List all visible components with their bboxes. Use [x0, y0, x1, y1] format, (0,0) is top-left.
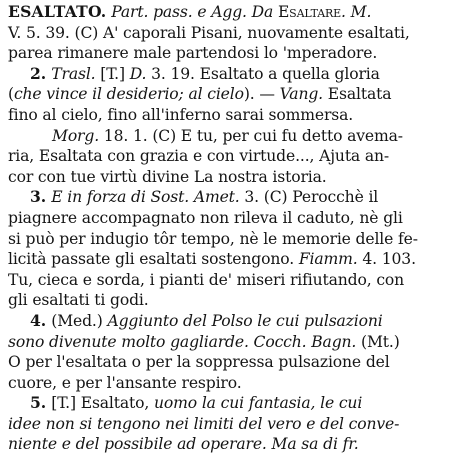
grammar-note: Part. pass. e Agg. Da [111, 3, 278, 21]
entry-line [8, 311, 470, 332]
entry-line [8, 64, 470, 85]
entry-line [8, 167, 470, 188]
sense-number: 5. [30, 393, 52, 413]
source-abbrev: . M. [341, 3, 372, 21]
tag: [T.] [95, 64, 130, 83]
entry-line [8, 229, 470, 250]
tag: (Mt.) [356, 332, 400, 351]
sense-number: 3. [30, 187, 52, 207]
source-abbrev: Morg. [52, 126, 99, 145]
entry-line [8, 105, 470, 126]
quotation-text: licità passate gli esaltati sostengono. [8, 250, 299, 269]
gloss: Aggiunto del Polso le cui pulsazioni [107, 311, 383, 330]
sense-number: 4. [30, 310, 52, 330]
quotation-text: Esaltata [322, 85, 392, 104]
entry-line [8, 373, 470, 394]
tag: (Med.) [51, 311, 108, 330]
entry-line [8, 270, 470, 291]
entry-line [8, 332, 470, 353]
entry-line [8, 84, 470, 105]
quotation-text: si può per indugio tôr tempo, nè le memorie delle fe- [8, 229, 418, 248]
quotation-text: fino al cielo, fino all'inferno sarai sommersa. [8, 105, 354, 124]
gloss: sono divenute molto gagliarde. Cocch. Bagn. [8, 332, 357, 351]
entry-line [8, 43, 470, 64]
quotation-text: O per l'esaltata o per la soppressa pulsazione del [8, 353, 390, 372]
entry-line [8, 126, 470, 147]
quotation-text: cuore, e per l'ansante respiro. [8, 373, 242, 392]
quotation-text: V. 5. 39. (C) A' caporali Pisani, nuovamente esaltati, [8, 23, 410, 42]
source-abbrev: D. [129, 64, 147, 83]
gloss: niente e del possibile ad operare. Ma sa di fr. [8, 435, 359, 454]
quotation-text: gli esaltati ti godi. [8, 291, 149, 310]
entry-line [8, 290, 470, 311]
punctuation: ( [8, 85, 14, 104]
punctuation: ). — [243, 85, 280, 104]
entry-line [8, 146, 470, 167]
gloss: uomo la cui fantasia, le cui [154, 394, 363, 413]
gloss: idee non si tengono nei limiti del vero e del conve- [8, 414, 400, 433]
dictionary-entry [8, 2, 470, 455]
headword: ESALTATO. [8, 2, 107, 21]
entry-line [8, 23, 470, 44]
sense-number: 2. [30, 63, 52, 83]
quotation-text: 3. 19. Esaltato a quella gloria [146, 64, 380, 83]
entry-line [8, 187, 470, 208]
quotation-text: 3. (C) Perocchè il [239, 188, 379, 207]
tag: [T.] Esaltato, [51, 394, 155, 413]
source-abbrev: Fiamm. [298, 250, 358, 269]
citation-number: 4. 103. [357, 250, 416, 269]
quotation-text: ria, Esaltata con grazia e con virtude..., Ajuta an- [8, 147, 390, 166]
quotation-text: parea rimanere male partendosi lo 'mperadore. [8, 44, 378, 63]
sense-label: Trasl. [51, 64, 96, 83]
quotation-text: Tu, cieca e sorda, i pianti de' miseri rifiutando, con [8, 270, 405, 289]
sense-label: E in forza di Sost. Amet. [51, 188, 240, 207]
quotation-text: piagnere accompagnato non rileva il caduto, nè gli [8, 208, 403, 227]
entry-line [8, 208, 470, 229]
entry-line [8, 414, 470, 435]
gloss: che vince il desiderio; al cielo [13, 85, 244, 104]
entry-line [8, 249, 470, 270]
entry-line [8, 434, 470, 455]
entry-line [8, 352, 470, 373]
entry-line [8, 2, 470, 23]
quotation-text: cor con tue virtù divine La nostra istoria. [8, 167, 327, 186]
quotation-text: 18. 1. (C) E tu, per cui fu detto avema- [99, 126, 403, 145]
source-abbrev: Vang. [279, 85, 323, 104]
cross-reference: Esaltare [277, 3, 342, 21]
entry-line [8, 393, 470, 414]
